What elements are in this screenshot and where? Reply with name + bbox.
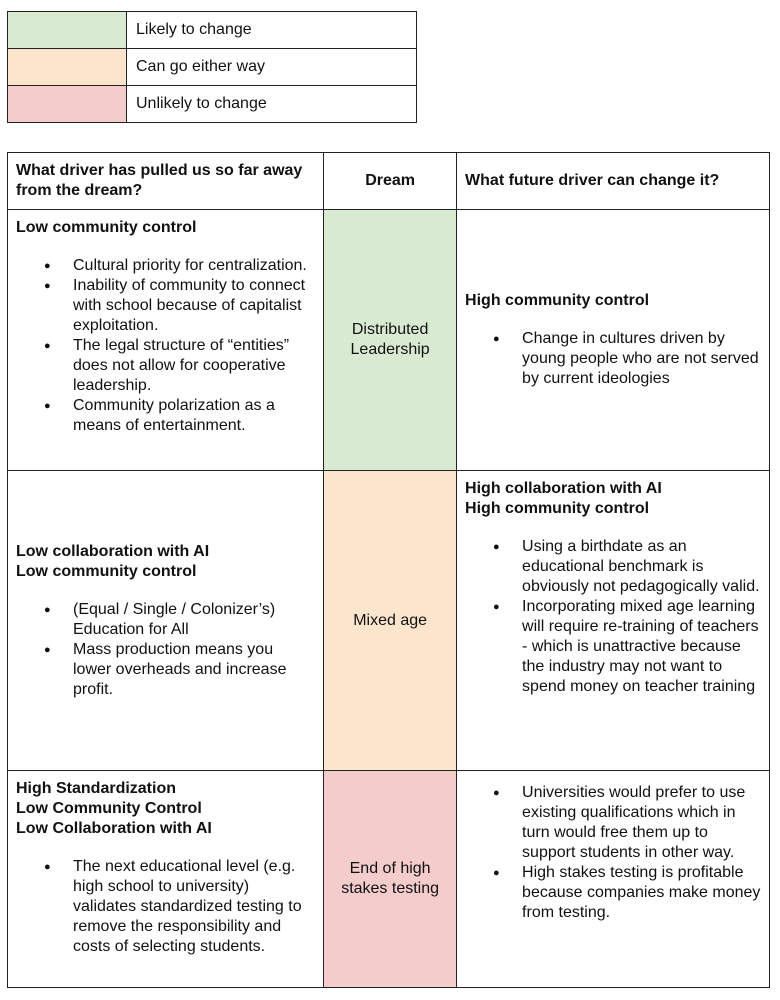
list-item: ● Inability of community to connect with school because of capitalist exploitation.: [73, 276, 315, 336]
driver-title: Low collaboration with AI: [16, 542, 210, 560]
driver-cell: [8, 771, 324, 988]
list-item: ● (Equal / Single / Colonizer’s) Education for All: [73, 600, 315, 640]
driver-title: High Standardization: [16, 780, 176, 797]
future-cell: [457, 771, 770, 988]
dream-cell: Distributed Leadership: [324, 210, 457, 471]
list-item: ● Universities would prefer to use existing qualifications which in turn would free them up to support students in other way.: [522, 783, 761, 863]
driver-title: Low Collaboration with AI: [16, 820, 212, 837]
header-future: What future driver can change it?: [457, 153, 770, 210]
future-cell: [457, 471, 770, 771]
legend-label-likely: Likely to change: [127, 12, 417, 49]
legend-label-either: Can go either way: [127, 49, 417, 86]
dream-cell: Mixed age: [324, 471, 457, 771]
legend-swatch-green: [8, 12, 127, 49]
driver-title: Low community control: [16, 562, 197, 580]
driver-title: Low community control: [16, 219, 197, 236]
table-row: [8, 771, 770, 988]
table-row: [8, 471, 770, 771]
list-item: ● Incorporating mixed age learning will require re-training of teachers - which is unattractive because the industry may not want to spend money on teacher training: [522, 597, 761, 697]
table-row: [8, 210, 770, 471]
legend-row-unlikely: [8, 86, 417, 123]
list-item: ● The next educational level (e.g. high school to university) validates standardized testing to remove the responsibility and costs of selecting students.: [73, 857, 315, 957]
future-cell: [457, 210, 770, 471]
color-legend: [7, 11, 417, 123]
list-item: ● Using a birthdate as an educational benchmark is obviously not pedagogically valid.: [522, 537, 761, 597]
legend-label-unlikely: Unlikely to change: [127, 86, 417, 123]
header-driver: What driver has pulled us so far away from the dream?: [8, 153, 324, 210]
driver-bullet-list: [16, 857, 315, 957]
future-bullet-list: [465, 537, 761, 697]
list-item: ● The legal structure of “entities” does not allow for cooperative leadership.: [73, 336, 315, 396]
list-item: ● Cultural priority for centralization.: [73, 256, 315, 276]
header-dream: Dream: [324, 153, 457, 210]
list-item: ● Mass production means you lower overheads and increase profit.: [73, 640, 315, 700]
future-title: High community control: [465, 292, 650, 309]
driver-cell: [8, 210, 324, 471]
driver-bullet-list: [16, 256, 315, 436]
legend-row-either: [8, 49, 417, 86]
driver-cell: [8, 471, 324, 771]
legend-swatch-red: [8, 86, 127, 123]
dream-cell: End of high stakes testing: [324, 771, 457, 988]
table-header-row: [8, 153, 770, 210]
future-title: High collaboration with AI: [465, 480, 662, 497]
list-item: ● High stakes testing is profitable because companies make money from testing.: [522, 863, 761, 923]
legend-row-likely: [8, 12, 417, 49]
list-item: ● Change in cultures driven by young people who are not served by current ideologies: [522, 329, 761, 389]
legend-swatch-orange: [8, 49, 127, 86]
drivers-table: [7, 152, 770, 988]
list-item: ● Community polarization as a means of entertainment.: [73, 396, 315, 436]
future-bullet-list: [465, 783, 761, 923]
driver-bullet-list: [16, 600, 315, 700]
future-bullet-list: [465, 329, 761, 389]
future-title: High community control: [465, 500, 650, 517]
driver-title: Low Community Control: [16, 800, 202, 817]
